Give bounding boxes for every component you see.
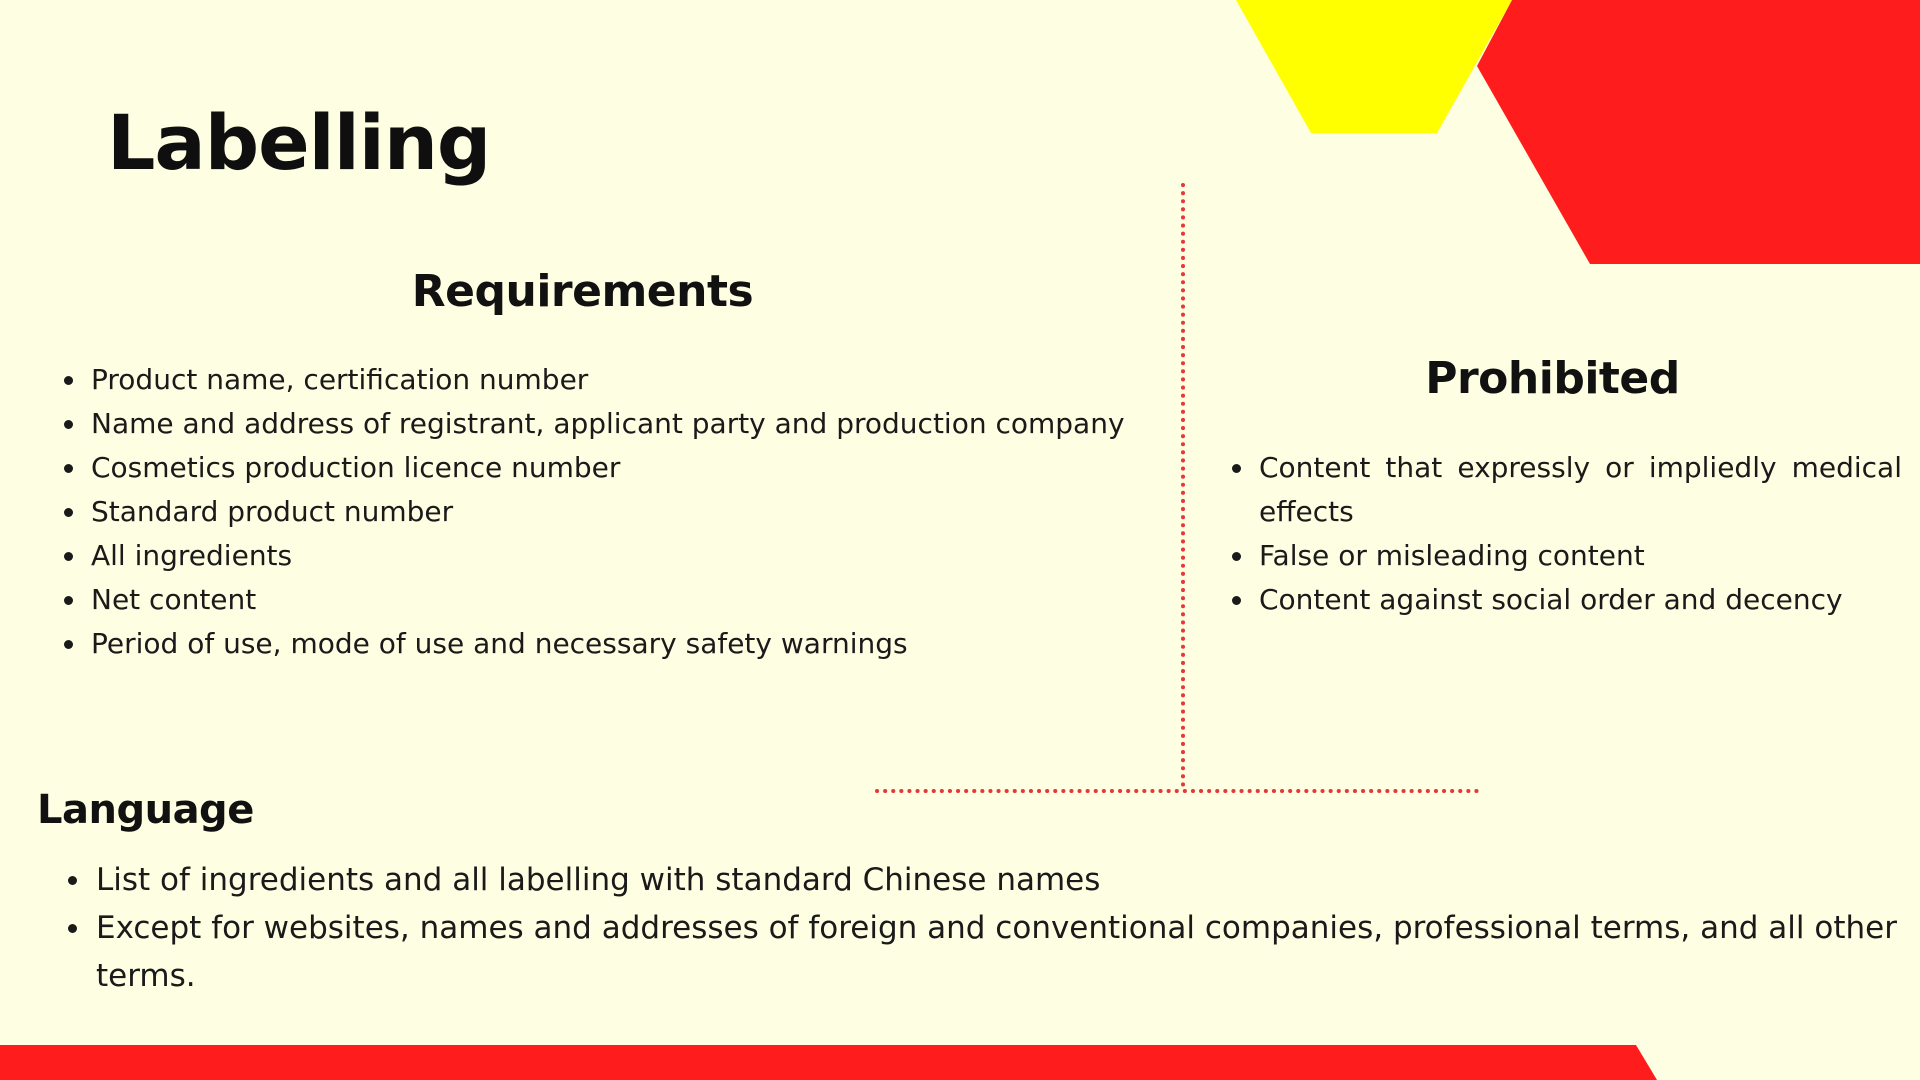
requirements-item: Product name, certification number xyxy=(91,358,1128,402)
prohibited-heading: Prohibited xyxy=(1425,353,1680,404)
requirements-item: All ingredients xyxy=(91,534,1128,578)
requirements-item: Net content xyxy=(91,578,1128,622)
yellow-hexagon-shape xyxy=(1236,0,1512,133)
language-item: Except for websites, names and addresses of foreign and conventional companies, professional terms, and all other terms. xyxy=(96,904,1902,1000)
red-bottom-bar xyxy=(0,1045,1657,1080)
language-heading: Language xyxy=(37,787,254,833)
prohibited-item: False or misleading content xyxy=(1259,534,1902,578)
requirements-item: Standard product number xyxy=(91,490,1128,534)
requirements-list xyxy=(91,358,1128,666)
prohibited-list xyxy=(1259,446,1902,622)
prohibited-item: Content against social order and decency xyxy=(1259,578,1902,622)
requirements-item: Cosmetics production licence number xyxy=(91,446,1128,490)
slide-title: Labelling xyxy=(107,98,491,187)
prohibited-item: Content that expressly or impliedly medical effects xyxy=(1259,446,1902,534)
requirements-item: Name and address of registrant, applicant party and production company xyxy=(91,402,1128,446)
language-list xyxy=(96,856,1902,1000)
red-corner-shape xyxy=(1477,0,1920,264)
requirements-item: Period of use, mode of use and necessary safety warnings xyxy=(91,622,1128,666)
requirements-heading: Requirements xyxy=(411,266,754,317)
language-item: List of ingredients and all labelling with standard Chinese names xyxy=(96,856,1902,904)
